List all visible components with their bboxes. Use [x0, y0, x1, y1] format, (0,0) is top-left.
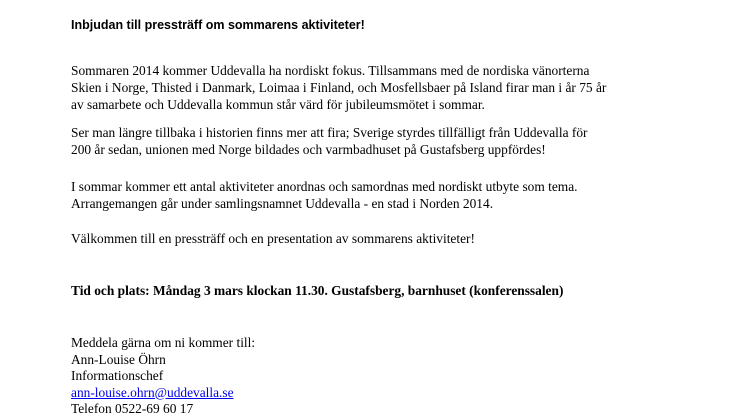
paragraph-line: av samarbete och Uddevalla kommun står värd för jubileumsmötet i sommar.: [71, 97, 485, 112]
contact-role: Informationschef: [71, 368, 164, 383]
paragraph-line: Skien i Norge, Thisted i Danmark, Loimaa i Finland, och Mosfellsbaer på Island firar man i år 75 år: [71, 80, 607, 95]
paragraph-line: 200 år sedan, unionen med Norge bildades och varmbadhuset på Gustafsberg uppfördes!: [71, 142, 546, 157]
paragraph-line: Sommaren 2014 kommer Uddevalla ha nordiskt fokus. Tillsammans med de nordiska vänorterna: [71, 63, 590, 78]
paragraph-line: I sommar kommer ett antal aktiviteter anordnas och samordnas med nordiskt utbyte som tema.: [71, 179, 578, 194]
paragraph-intro: [71, 62, 606, 113]
paragraph-history: [71, 124, 588, 158]
paragraph-line: Ser man längre tillbaka i historien finns mer att fira; Sverige styrdes tillfälligt från Uddevalla för: [71, 125, 588, 140]
contact-intro: Meddela gärna om ni kommer till:: [71, 335, 256, 350]
paragraph-welcome: [71, 230, 475, 247]
contact-phone: Telefon 0522-69 60 17: [71, 401, 194, 416]
paragraph-activities: [71, 178, 577, 212]
contact-block: [71, 334, 255, 417]
time-place-text: Tid och plats: Måndag 3 mars klockan 11.30. Gustafsberg, barnhuset (konferenssalen): [71, 283, 564, 298]
contact-name: Ann-Louise Öhrn: [71, 351, 166, 367]
paragraph-line: Arrangemangen går under samlingsnamnet Uddevalla - en stad i Norden 2014.: [71, 196, 494, 211]
time-and-place: [71, 282, 563, 299]
paragraph-line: Välkommen till en pressträff och en presentation av sommarens aktiviteter!: [71, 231, 475, 246]
document-title: Inbjudan till pressträff om sommarens aktiviteter!: [71, 18, 365, 32]
contact-email-link[interactable]: ann-louise.ohrn@uddevalla.se: [71, 384, 234, 400]
